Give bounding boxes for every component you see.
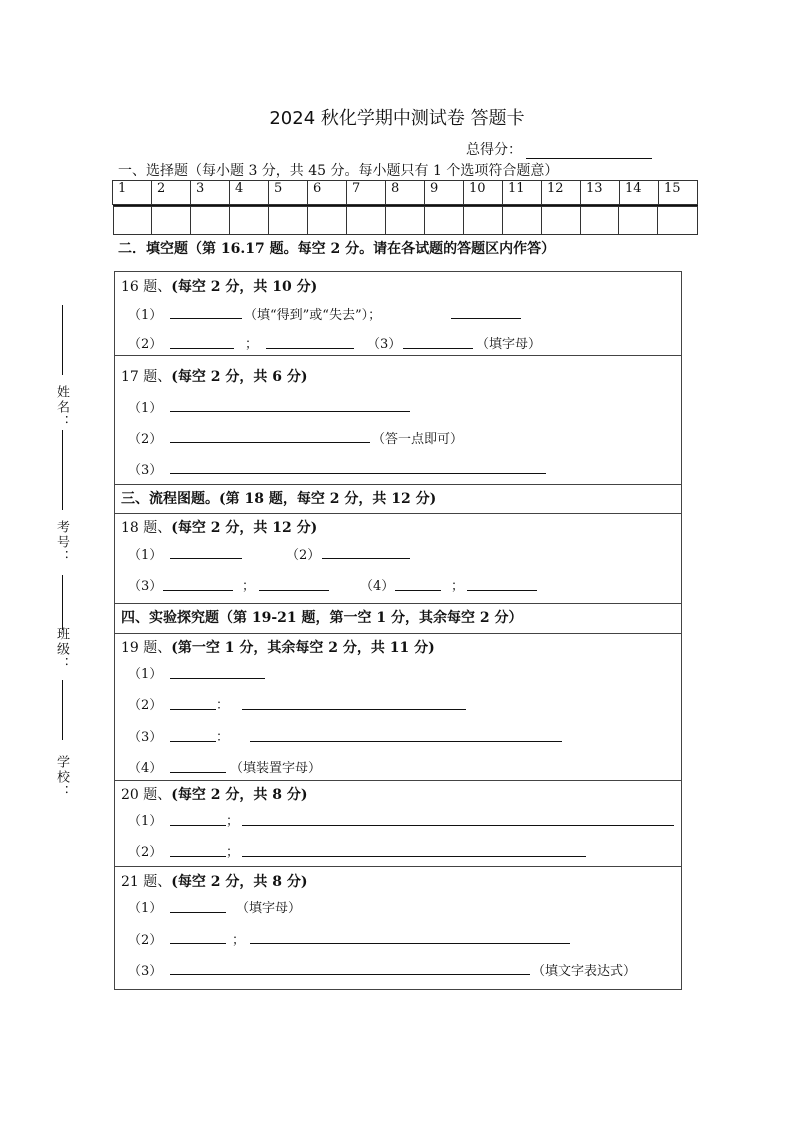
q17-part3-label: （3） (128, 463, 163, 478)
choice-number: 10 (464, 181, 503, 205)
q19-part2-label: （2） (128, 698, 163, 713)
q19-blank5[interactable] (250, 741, 562, 742)
name-field-line[interactable] (62, 430, 63, 510)
choice-answer-cell[interactable] (308, 207, 347, 235)
q19-heading: 19 题、(第一空 1 分，其余每空 2 分，共 11 分) (121, 640, 435, 656)
choice-number: 8 (386, 181, 425, 205)
q16-blank1[interactable] (170, 318, 242, 319)
choice-number: 4 (230, 181, 269, 205)
exam-no-field-line[interactable] (62, 575, 63, 630)
section3-title: 三、流程图题。(第 18 题，每空 2 分，共 12 分) (121, 491, 437, 507)
choice-answer-cell[interactable] (541, 207, 580, 235)
q17-blank1[interactable] (170, 411, 410, 412)
q19-part4-label: （4） (128, 761, 163, 776)
q16-hint3: （填字母） (476, 337, 542, 352)
q19-blank2[interactable] (170, 709, 216, 710)
q21-part3-label: （3） (128, 964, 163, 979)
choice-number: 11 (503, 181, 542, 205)
q20-blank1[interactable] (170, 825, 226, 826)
choice-answer-grid (112, 180, 698, 205)
choice-number: 1 (113, 181, 152, 205)
choice-answer-cell[interactable] (619, 207, 658, 235)
q21-separator: ； (232, 933, 246, 948)
q19-blank1[interactable] (170, 678, 265, 679)
choice-number: 5 (269, 181, 308, 205)
q21-heading: 21 题、(每空 2 分，共 8 分) (121, 874, 308, 890)
choice-number: 13 (581, 181, 620, 205)
q19-colon: ： (216, 730, 230, 745)
q17-blank3[interactable] (170, 473, 546, 474)
choice-number: 7 (347, 181, 386, 205)
choice-answer-cell[interactable] (230, 207, 269, 235)
school-label: 学校： (54, 755, 69, 800)
choice-number: 12 (542, 181, 581, 205)
q21-blank4[interactable] (170, 974, 530, 975)
q18-blank5[interactable] (395, 590, 441, 591)
divider (114, 355, 682, 356)
q20-blank4[interactable] (242, 856, 586, 857)
q21-part2-label: （2） (128, 933, 163, 948)
q20-blank3[interactable] (170, 856, 226, 857)
name-label: 姓名： (54, 385, 69, 430)
q18-part1-label: （1） (128, 548, 163, 563)
choice-answer-cell[interactable] (191, 207, 230, 235)
page-title: 2024 秋化学期中测试卷 答题卡 (269, 108, 525, 129)
total-score (466, 139, 652, 159)
choice-answer-cell[interactable] (152, 207, 191, 235)
q18-heading: 18 题、(每空 2 分，共 12 分) (121, 520, 318, 536)
choice-answer-cell[interactable] (347, 207, 386, 235)
choice-answer-cell[interactable] (385, 207, 424, 235)
q21-blank3[interactable] (250, 943, 570, 944)
total-score-label: 总得分： (466, 142, 522, 158)
q18-blank4[interactable] (259, 590, 329, 591)
choice-answer-cell[interactable] (424, 207, 463, 235)
q19-part3-label: （3） (128, 730, 163, 745)
choice-answer-cell[interactable] (502, 207, 541, 235)
divider (114, 513, 682, 514)
q21-blank2[interactable] (170, 943, 226, 944)
section1-title: 一、选择题（每小题 3 分，共 45 分。每小题只有 1 个选项符合题意） (118, 163, 559, 179)
q21-part1-label: （1） (128, 901, 163, 916)
choice-number: 3 (191, 181, 230, 205)
q18-separator: ； (242, 579, 256, 594)
q21-hint1: （填字母） (236, 901, 302, 916)
q18-separator: ； (451, 579, 465, 594)
choice-answer-cell[interactable] (463, 207, 502, 235)
name-field-line[interactable] (62, 305, 63, 375)
q16-hint1: （填“得到”或“失去”）； (244, 308, 382, 323)
q16-part2-label: （2） (128, 337, 163, 352)
class-label: 班级： (54, 627, 69, 672)
q19-blank4[interactable] (170, 741, 216, 742)
q18-part4-label: （4） (360, 579, 395, 594)
q20-part2-label: （2） (128, 845, 163, 860)
q19-colon: ： (216, 698, 230, 713)
q16-separator: ； (245, 337, 259, 352)
choice-answer-row (113, 205, 698, 206)
q18-part2-label: （2） (286, 548, 321, 563)
q20-separator: ； (226, 814, 240, 829)
q17-heading: 17 题、(每空 2 分，共 6 分) (121, 369, 308, 385)
q20-blank2[interactable] (242, 825, 674, 826)
q17-hint2: （答一点即可） (372, 432, 464, 447)
section4-title: 四、实验探究题（第 19-21 题，第一空 1 分，其余每空 2 分） (121, 610, 523, 626)
section2-title: 二．填空题（第 16.17 题。每空 2 分。请在各试题的答题区内作答） (118, 241, 556, 257)
q21-hint3: （填文字表达式） (532, 964, 637, 979)
divider (114, 633, 682, 634)
q16-part1-label: （1） (128, 308, 163, 323)
divider (114, 484, 682, 485)
choice-number: 9 (425, 181, 464, 205)
q19-blank3[interactable] (242, 709, 466, 710)
q20-part1-label: （1） (128, 814, 163, 829)
q18-blank2[interactable] (322, 558, 410, 559)
q17-part1-label: （1） (128, 401, 163, 416)
divider (114, 866, 682, 867)
q16-blank3[interactable] (170, 348, 234, 349)
q17-blank2[interactable] (170, 442, 370, 443)
choice-number: 15 (659, 181, 698, 205)
choice-number-row (113, 181, 698, 205)
divider (114, 780, 682, 781)
q17-part2-label: （2） (128, 432, 163, 447)
q16-blank4[interactable] (266, 348, 354, 349)
q18-blank6[interactable] (467, 590, 537, 591)
choice-answer-cell[interactable] (658, 207, 697, 235)
q19-part1-label: （1） (128, 667, 163, 682)
q20-separator: ； (226, 845, 240, 860)
q16-blank5[interactable] (403, 348, 473, 349)
class-field-line[interactable] (62, 680, 63, 740)
q20-heading: 20 题、(每空 2 分，共 8 分) (121, 787, 308, 803)
choice-answer-cell[interactable] (580, 207, 619, 235)
choice-number: 2 (152, 181, 191, 205)
exam-no-label: 考号： (54, 520, 69, 565)
choice-answer-cell[interactable] (269, 207, 308, 235)
choice-number: 6 (308, 181, 347, 205)
q16-blank2[interactable] (451, 318, 521, 319)
choice-number: 14 (620, 181, 659, 205)
q21-blank1[interactable] (170, 912, 226, 913)
q18-blank1[interactable] (170, 558, 242, 559)
choice-answer-cell[interactable] (113, 207, 152, 235)
divider (114, 603, 682, 604)
q19-hint4: （填装置字母） (230, 761, 322, 776)
q16-heading: 16 题、(每空 2 分，共 10 分) (121, 279, 318, 295)
q18-blank3[interactable] (163, 590, 233, 591)
q18-part3-label: （3） (128, 579, 163, 594)
q19-blank6[interactable] (170, 772, 226, 773)
total-score-field[interactable] (526, 144, 652, 159)
q16-part3-label: （3） (367, 337, 402, 352)
